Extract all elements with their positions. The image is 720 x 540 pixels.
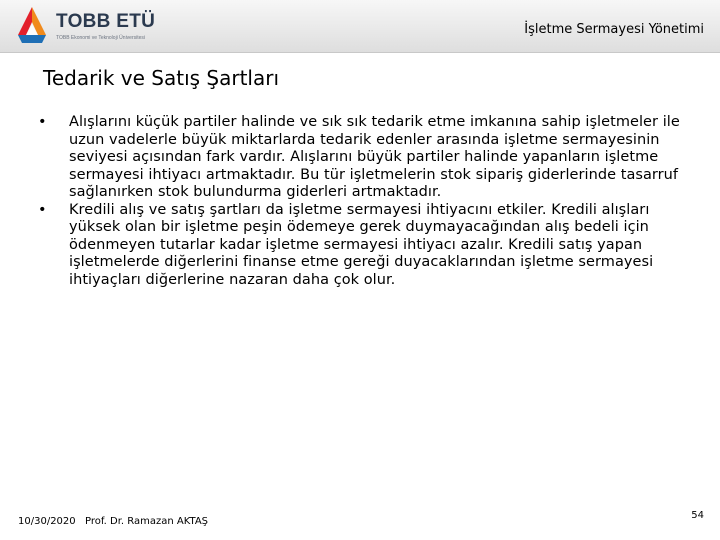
header-title: İşletme Sermayesi Yönetimi	[524, 22, 704, 37]
footer-date: 10/30/2020	[18, 516, 76, 527]
tobb-etu-logo	[12, 5, 212, 47]
logo-subtext: TOBB Ekonomi ve Teknoloji Üniversitesi	[56, 35, 146, 41]
logo-text: TOBB ETÜ	[56, 11, 156, 32]
bullet-text: Alışlarını küçük partiler halinde ve sık sık tedarik etme imkanına sahip işletmeler ile uzun vadelerle büyük miktarlarda tedarik edenler arasında işletme sermayesinin seviyesi açısından fark vardır. Alışlarını büyük partiler halinde yapanların işletme sermayesi ihtiyacı artmaktadır. Bu tür işletmelerin stok sipariş giderlerinde tasarruf sağlanırken stok bulundurma giderleri artmaktadır.	[69, 114, 680, 200]
slide-header	[0, 0, 720, 53]
bullet-dot-icon: •	[38, 201, 47, 218]
footer-author: Prof. Dr. Ramazan AKTAŞ	[85, 516, 209, 527]
bullet-dot-icon: •	[38, 114, 47, 130]
bullet-text: Kredili alış ve satış şartları da işletme sermayesi ihtiyacını etkiler. Kredili alışları yüksek olan bir işletme peşin ödemeye gerek duymayacağından alış bedeli için ödenmeyen tutarlar kadar işletme sermayesi ihtiyacı azalır. Kredili satış yapan işletmelerde diğerlerini finanse etme gereği duyacaklarından işletme sermayesi ihtiyaçları diğerlerine nazaran daha çok olur.	[69, 201, 654, 288]
bullet-item	[38, 202, 688, 290]
bullet-item	[38, 114, 688, 202]
slide-title: Tedarik ve Satış Şartları	[43, 66, 280, 90]
page-number: 54	[691, 510, 704, 521]
bullet-list	[38, 114, 688, 289]
tobb-etu-logo-icon	[12, 5, 52, 47]
